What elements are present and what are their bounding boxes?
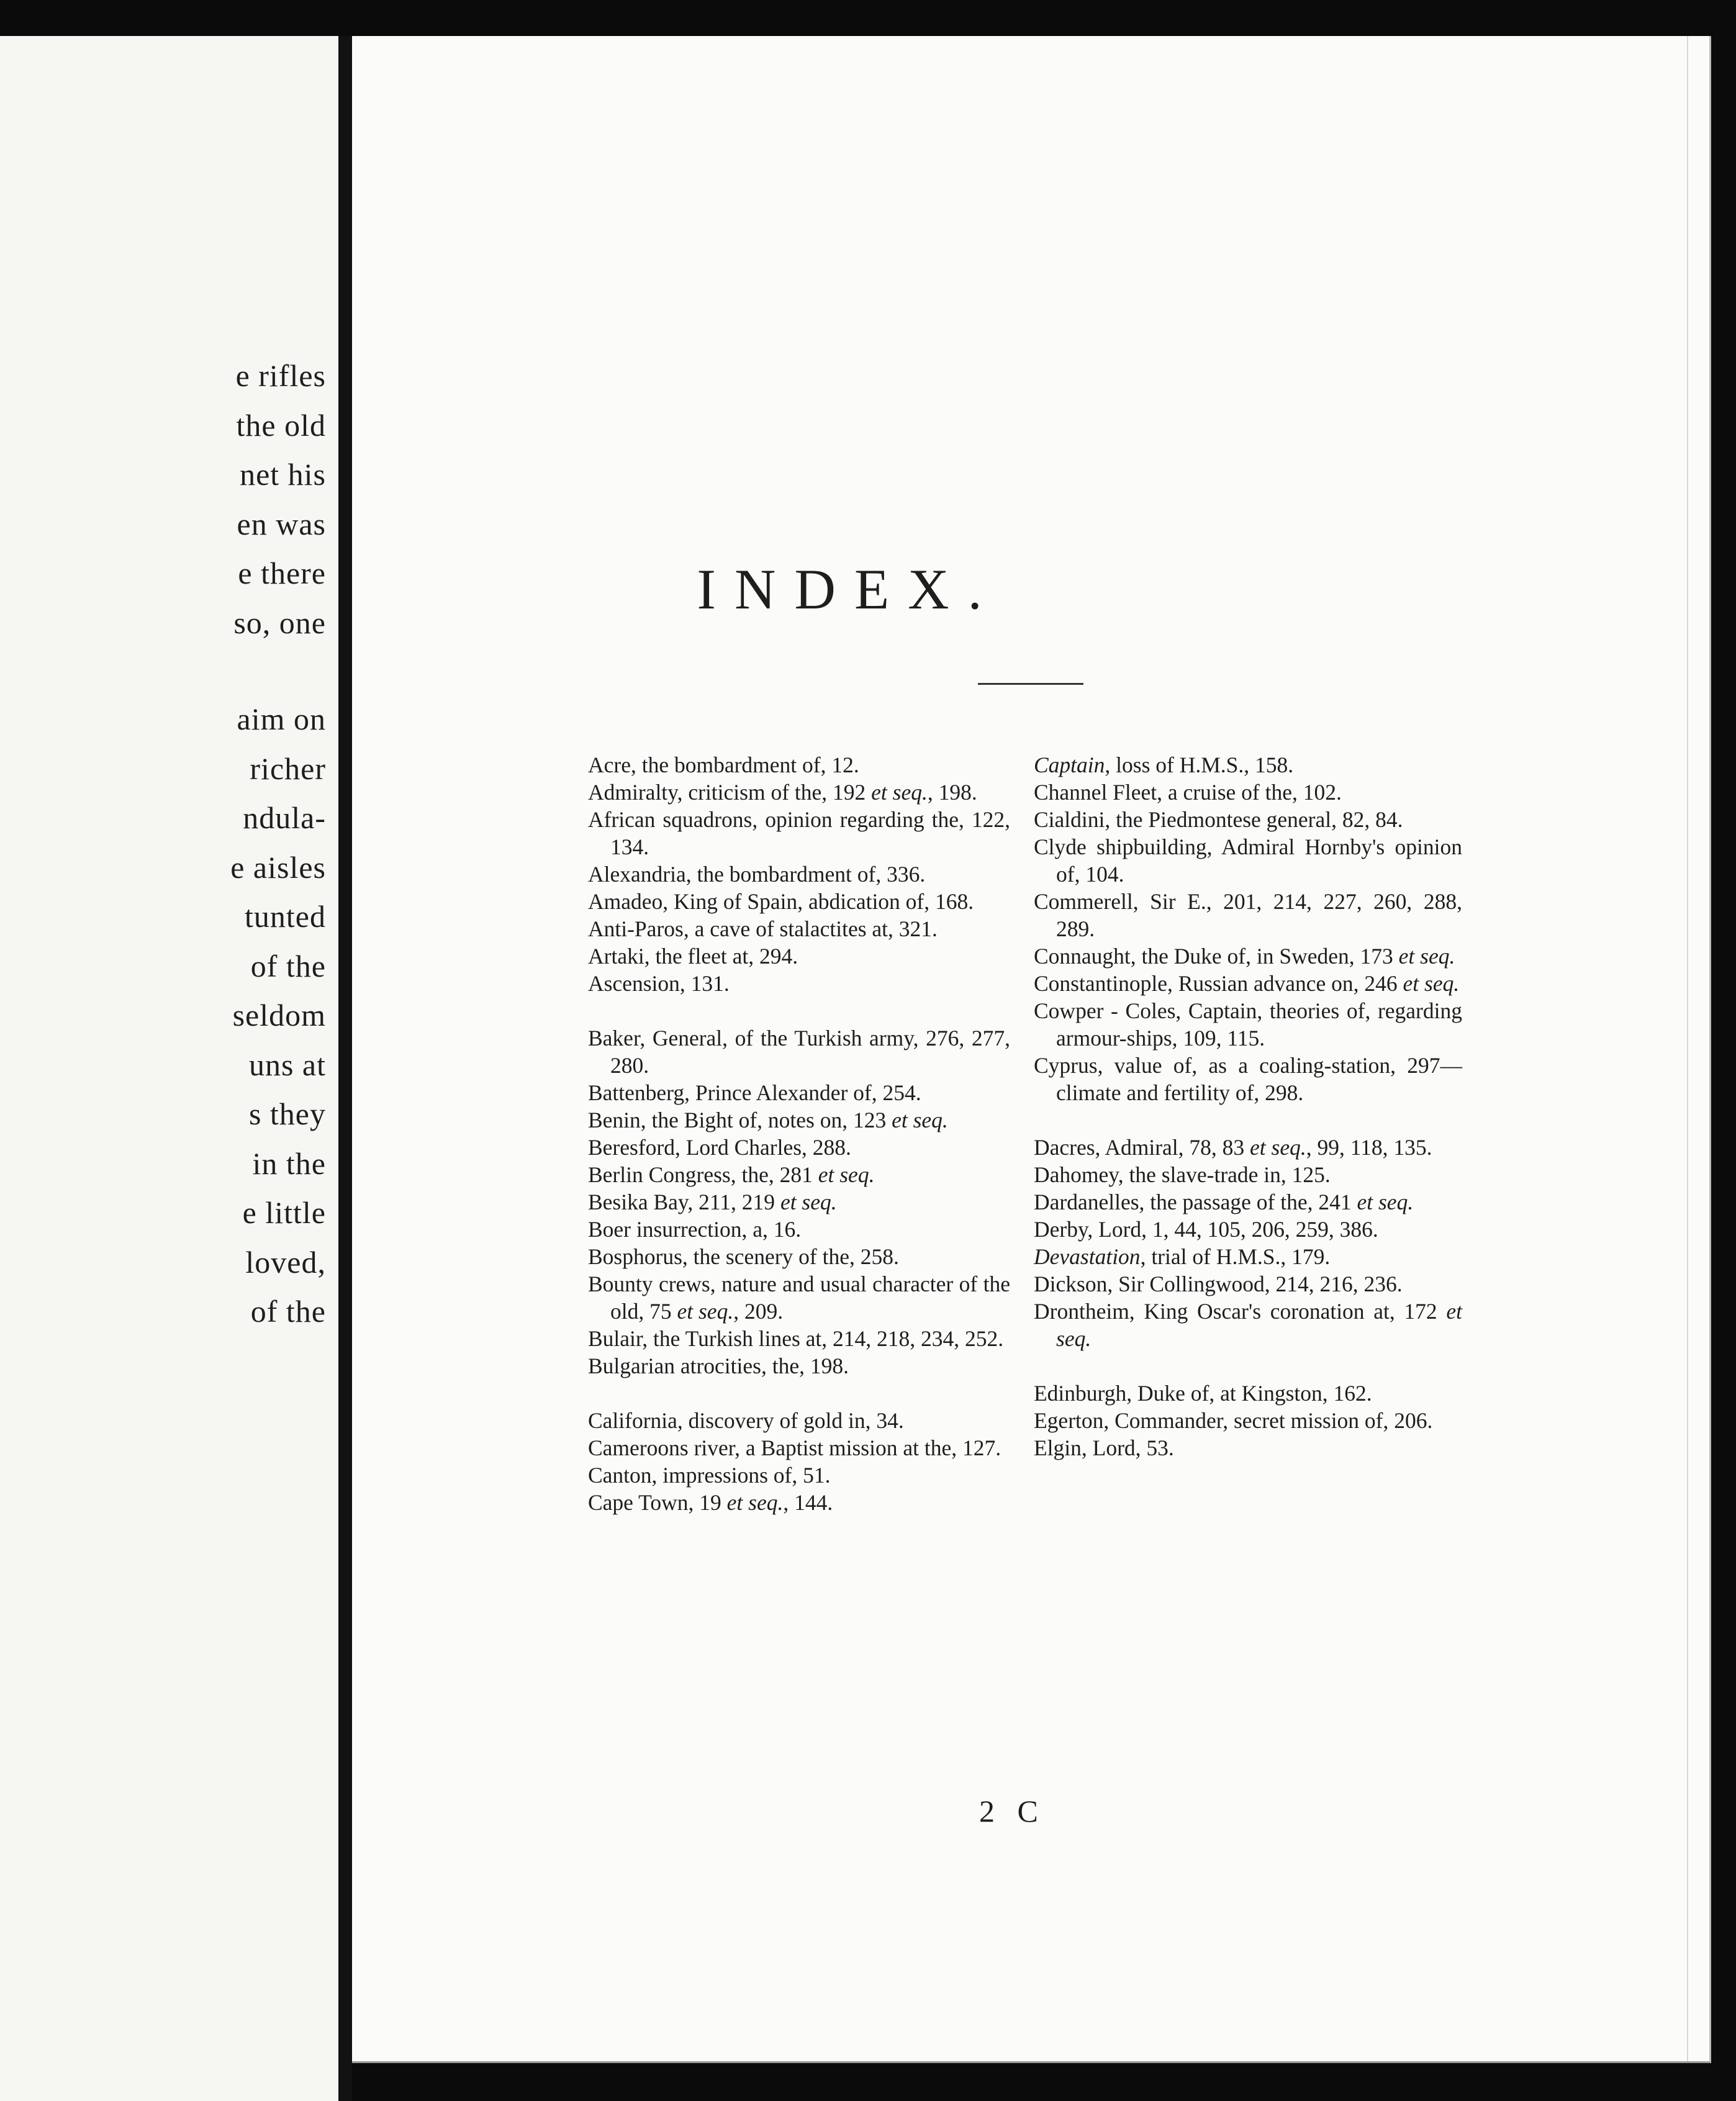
index-entry bbox=[588, 1188, 1010, 1216]
index-entry bbox=[588, 1243, 1010, 1270]
index-entry bbox=[1034, 751, 1462, 779]
index-entry bbox=[588, 1462, 1010, 1489]
index-entry-lead: Anti-Paros, a cave of stalactites at, 321. bbox=[588, 916, 938, 941]
index-entry-lead: Drontheim, King Oscar's coronation at, 172 bbox=[1034, 1299, 1447, 1324]
index-entry-tail: , 198. bbox=[927, 780, 977, 805]
index-entry-lead: Cialdini, the Piedmontese general, 82, 84. bbox=[1034, 807, 1403, 832]
index-entry-lead: Beresford, Lord Charles, 288. bbox=[588, 1135, 851, 1160]
left-page-line: so, one bbox=[233, 605, 326, 640]
index-entry-lead: Artaki, the fleet at, 294. bbox=[588, 944, 798, 969]
title-rule bbox=[978, 683, 1083, 685]
index-entry bbox=[588, 861, 1010, 888]
index-entry bbox=[588, 888, 1010, 915]
index-entry-lead: Benin, the Bight of, notes on, 123 bbox=[588, 1108, 892, 1132]
index-entry bbox=[1034, 1052, 1462, 1106]
index-entry bbox=[1034, 1270, 1462, 1298]
index-letter-gap bbox=[1034, 1352, 1462, 1380]
index-entry-lead: Clyde shipbuilding, Admiral Hornby's opinion of, 104. bbox=[1034, 834, 1462, 887]
index-entry bbox=[1034, 833, 1462, 888]
index-entry bbox=[1034, 1434, 1462, 1462]
index-entry bbox=[588, 1106, 1010, 1134]
index-entry bbox=[1034, 942, 1462, 970]
index-entry-em: et seq. bbox=[818, 1162, 875, 1187]
left-page-line: e aisles bbox=[230, 849, 326, 885]
index-letter-gap bbox=[1034, 1106, 1462, 1134]
index-entry-lead: Alexandria, the bombardment of, 336. bbox=[588, 862, 926, 887]
index-entry bbox=[1034, 1407, 1462, 1434]
index-entry bbox=[588, 970, 1010, 997]
left-page-line: e little bbox=[242, 1195, 326, 1230]
signature-mark: 2 C bbox=[979, 1794, 1046, 1828]
index-entry-em: et seq. bbox=[726, 1490, 784, 1515]
index-entry-tail: , 99, 118, 135. bbox=[1306, 1135, 1432, 1160]
left-page-line: tunted bbox=[245, 899, 326, 934]
index-entry-lead: Acre, the bombardment of, 12. bbox=[588, 752, 859, 777]
index-column-left bbox=[588, 751, 1010, 1516]
index-entry-tail: , 209. bbox=[733, 1299, 784, 1324]
index-entry bbox=[1034, 970, 1462, 997]
index-entry bbox=[588, 1434, 1010, 1462]
index-entry-lead: Cameroons river, a Baptist mission at the, 127. bbox=[588, 1435, 1001, 1460]
left-page-line: ndula- bbox=[243, 800, 326, 835]
index-entry-tail: , trial of H.M.S., 179. bbox=[1140, 1244, 1331, 1269]
index-entry-lead: Bulgarian atrocities, the, 198. bbox=[588, 1353, 849, 1378]
index-entry-em: et seq. bbox=[1056, 1299, 1462, 1351]
index-entry-lead: Commerell, Sir E., 201, 214, 227, 260, 288, 289. bbox=[1034, 889, 1462, 941]
index-entry bbox=[1034, 1161, 1462, 1188]
index-entry-em: et seq. bbox=[1357, 1190, 1414, 1214]
index-entry-em: et seq. bbox=[871, 780, 928, 805]
index-entry bbox=[588, 1352, 1010, 1380]
left-page-line: in the bbox=[252, 1145, 326, 1181]
left-page-line: aim on bbox=[237, 702, 326, 736]
index-entry-lead: Connaught, the Duke of, in Sweden, 173 bbox=[1034, 944, 1399, 969]
index-entry-lead: California, discovery of gold in, 34. bbox=[588, 1408, 904, 1433]
index-entry bbox=[1034, 997, 1462, 1052]
book-gutter bbox=[338, 36, 352, 2101]
left-page-line: e rifles bbox=[235, 358, 326, 393]
left-page-line: en was bbox=[237, 506, 326, 541]
left-page-line: e there bbox=[238, 556, 326, 590]
index-entry bbox=[1034, 1243, 1462, 1270]
index-entry bbox=[588, 1407, 1010, 1434]
index-entry bbox=[588, 1134, 1010, 1161]
index-entry bbox=[1034, 779, 1462, 806]
index-entry bbox=[588, 1489, 1010, 1516]
index-entry-lead: Cape Town, 19 bbox=[588, 1490, 727, 1515]
index-entry bbox=[588, 779, 1010, 806]
index-entry bbox=[588, 1024, 1010, 1079]
left-page-line bbox=[3, 648, 326, 695]
left-page-line: the old bbox=[236, 407, 326, 443]
index-entry bbox=[1034, 1380, 1462, 1407]
index-entry-em: et seq. bbox=[1250, 1135, 1306, 1160]
index-entry-lead: Dacres, Admiral, 78, 83 bbox=[1034, 1135, 1250, 1160]
left-page-line: richer bbox=[250, 751, 326, 786]
index-entry-em: Devastation bbox=[1034, 1244, 1141, 1269]
index-entry-lead: Elgin, Lord, 53. bbox=[1034, 1435, 1174, 1460]
index-entry-lead: Berlin Congress, the, 281 bbox=[588, 1162, 818, 1187]
index-entry-em: et seq. bbox=[780, 1190, 837, 1214]
index-entry-lead: Boer insurrection, a, 16. bbox=[588, 1217, 802, 1242]
index-entry-em: et seq. bbox=[1403, 971, 1460, 996]
index-entry-lead: Constantinople, Russian advance on, 246 bbox=[1034, 971, 1403, 996]
index-entry-em: et seq. bbox=[1398, 944, 1455, 969]
index-entry-lead: Besika Bay, 211, 219 bbox=[588, 1190, 780, 1214]
index-entry-lead: Channel Fleet, a cruise of the, 102. bbox=[1034, 780, 1342, 805]
index-entry-lead: Dardanelles, the passage of the, 241 bbox=[1034, 1190, 1357, 1214]
index-entry-lead: Canton, impressions of, 51. bbox=[588, 1463, 831, 1488]
index-entry-lead: Cowper - Coles, Captain, theories of, regarding armour-ships, 109, 115. bbox=[1034, 998, 1462, 1050]
left-page-line: of the bbox=[250, 948, 326, 983]
index-entry-lead: Amadeo, King of Spain, abdication of, 168. bbox=[588, 889, 974, 914]
left-page-line: of the bbox=[250, 1294, 326, 1329]
index-entry bbox=[1034, 1216, 1462, 1243]
left-page-line: loved, bbox=[245, 1244, 326, 1280]
page-title: INDEX. bbox=[697, 558, 1001, 621]
index-entry bbox=[588, 942, 1010, 970]
index-entry-lead: Bosphorus, the scenery of the, 258. bbox=[588, 1244, 899, 1269]
index-entry bbox=[588, 1270, 1010, 1325]
left-page-line: net his bbox=[240, 457, 326, 492]
index-entry-lead: Cyprus, value of, as a coaling-station, 297—climate and fertility of, 298. bbox=[1034, 1053, 1462, 1105]
index-entry-lead: Derby, Lord, 1, 44, 105, 206, 259, 386. bbox=[1034, 1217, 1378, 1242]
index-entry bbox=[588, 806, 1010, 861]
index-entry bbox=[1034, 1188, 1462, 1216]
index-entry bbox=[588, 1079, 1010, 1106]
index-column-right bbox=[1034, 751, 1462, 1462]
index-entry-tail: , loss of H.M.S., 158. bbox=[1105, 752, 1294, 777]
index-entry-lead: Ascension, 131. bbox=[588, 971, 730, 996]
index-entry bbox=[1034, 1134, 1462, 1161]
index-entry bbox=[588, 751, 1010, 779]
index-entry bbox=[588, 1325, 1010, 1352]
index-entry-lead: Edinburgh, Duke of, at Kingston, 162. bbox=[1034, 1381, 1372, 1406]
index-entry-lead: Egerton, Commander, secret mission of, 206. bbox=[1034, 1408, 1433, 1433]
index-entry-lead: Dickson, Sir Collingwood, 214, 216, 236. bbox=[1034, 1272, 1403, 1296]
index-entry-lead: Baker, General, of the Turkish army, 276, 277, 280. bbox=[588, 1026, 1010, 1078]
index-entry-lead: Admiralty, criticism of the, 192 bbox=[588, 780, 872, 805]
index-entry bbox=[588, 1161, 1010, 1188]
index-entry-em: Captain bbox=[1034, 752, 1105, 777]
index-entry bbox=[1034, 1298, 1462, 1352]
index-entry bbox=[1034, 888, 1462, 942]
index-entry-lead: African squadrons, opinion regarding the, 122, 134. bbox=[588, 807, 1010, 859]
index-entry-lead: Dahomey, the slave-trade in, 125. bbox=[1034, 1162, 1331, 1187]
index-entry bbox=[588, 915, 1010, 942]
index-entry-em: et seq. bbox=[677, 1299, 734, 1324]
index-entry-lead: Battenberg, Prince Alexander of, 254. bbox=[588, 1080, 921, 1105]
index-entry-em: et seq. bbox=[892, 1108, 948, 1132]
index-entry bbox=[588, 1216, 1010, 1243]
index-letter-gap bbox=[588, 1380, 1010, 1407]
right-page bbox=[352, 36, 1711, 2063]
index-entry bbox=[1034, 806, 1462, 833]
left-page bbox=[0, 36, 338, 2101]
index-entry-tail: , 144. bbox=[783, 1490, 833, 1515]
index-entry-lead: Bounty crews, nature and usual character of the old, 75 bbox=[588, 1272, 1010, 1324]
left-page-line: seldom bbox=[232, 998, 326, 1032]
left-page-text bbox=[3, 351, 326, 1337]
left-page-line: s they bbox=[248, 1096, 326, 1131]
left-page-line: uns at bbox=[248, 1047, 326, 1082]
index-entry-lead: Bulair, the Turkish lines at, 214, 218, 234, 252. bbox=[588, 1326, 1004, 1351]
index-letter-gap bbox=[588, 997, 1010, 1024]
